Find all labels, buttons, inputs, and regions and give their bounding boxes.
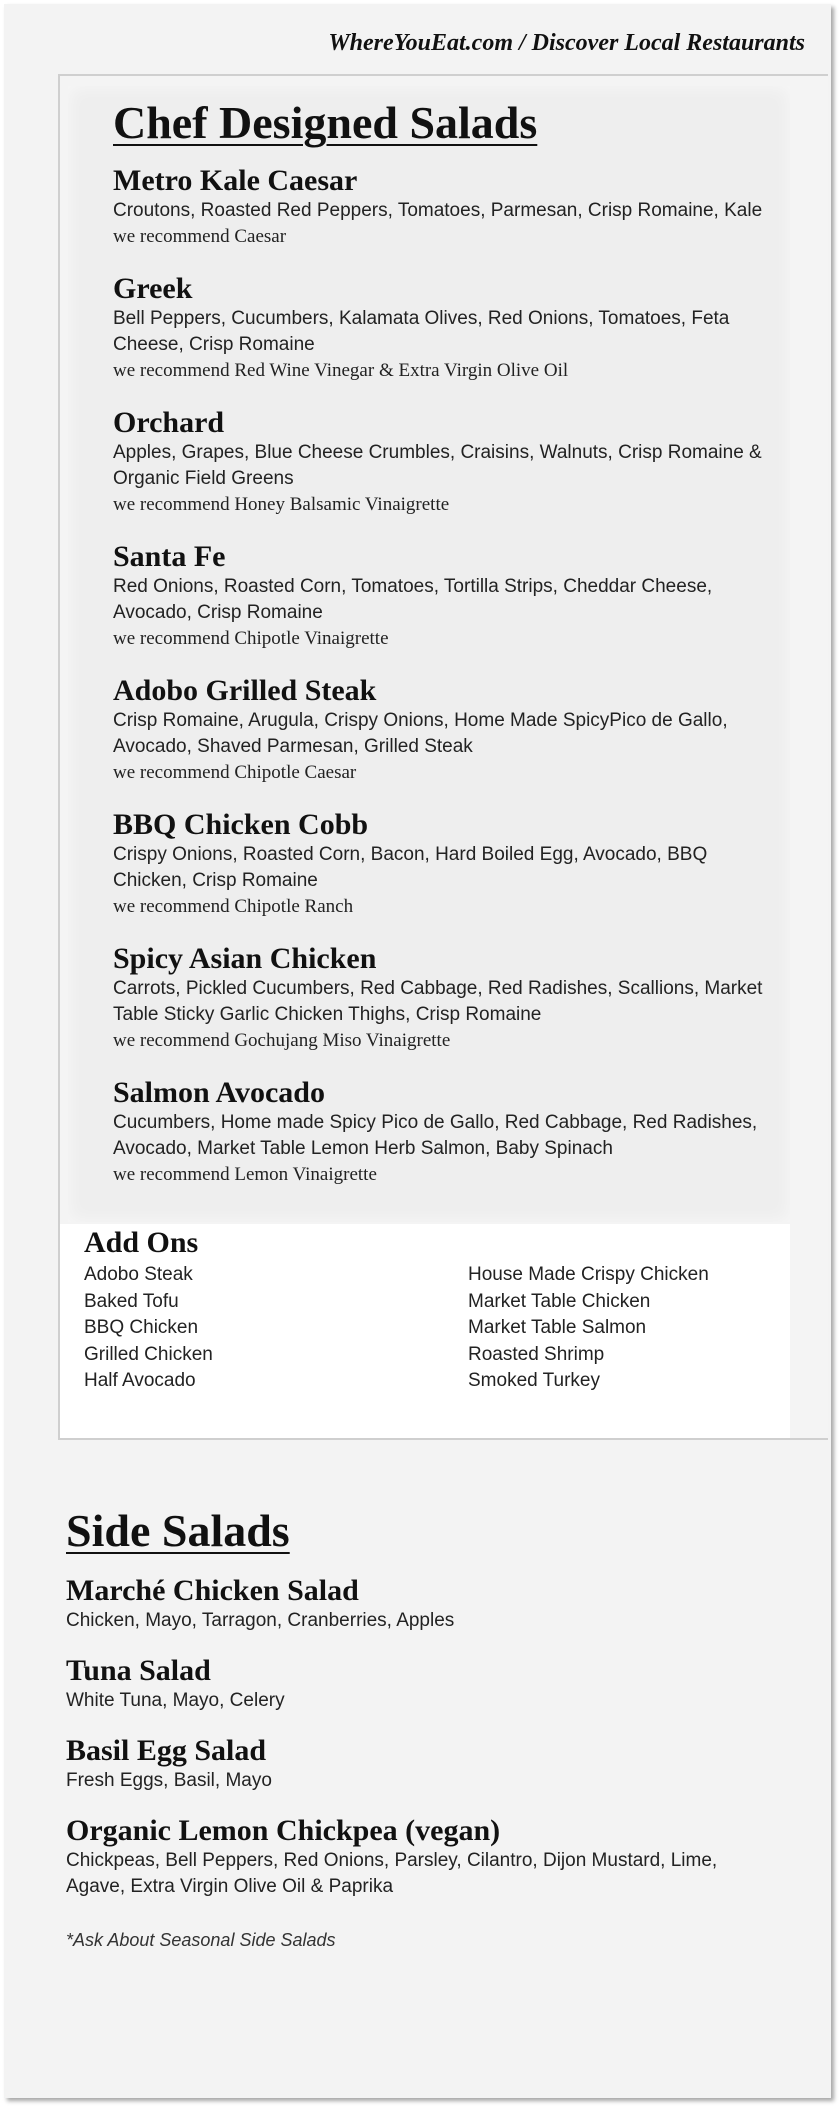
item-recommendation: we recommend Caesar (113, 226, 287, 247)
menu-item (113, 674, 793, 786)
item-recommendation: we recommend Gochujang Miso Vinaigrette (113, 1030, 451, 1051)
item-description: Chickpeas, Bell Peppers, Red Onions, Parsley, Cilantro, Dijon Mustard, Lime, Agave, Extra Virgin Olive Oil & Paprika (66, 1850, 718, 1897)
menu-item (113, 942, 793, 1054)
menu-item (113, 272, 793, 384)
item-recommendation: we recommend Chipotle Ranch (113, 896, 354, 917)
add-on-item: Roasted Shrimp (468, 1343, 605, 1365)
item-description: Croutons, Roasted Red Peppers, Tomatoes, Parmesan, Crisp Romaine, Kale (113, 200, 763, 221)
add-on-item: BBQ Chicken (84, 1317, 199, 1338)
item-name: Adobo Grilled Steak (113, 674, 377, 707)
site-header[interactable]: WhereYouEat.com / Discover Local Restaurants (328, 30, 805, 56)
menu-item (113, 808, 793, 920)
add-on-item: Baked Tofu (84, 1290, 179, 1312)
item-recommendation: we recommend Red Wine Vinegar & Extra Virgin Olive Oil (113, 360, 569, 381)
item-description: Crispy Onions, Roasted Corn, Bacon, Hard Boiled Egg, Avocado, BBQ Chicken, Crisp Romaine (113, 844, 708, 891)
side-salads-list (66, 1574, 806, 1920)
item-description: Carrots, Pickled Cucumbers, Red Cabbage, Red Radishes, Scallions, Market Table Sticky Garlic Chicken Thighs, Crisp Romaine (113, 978, 763, 1025)
seasonal-note: *Ask About Seasonal Side Salads (66, 1930, 336, 1950)
side-salad-item (66, 1654, 806, 1714)
item-description: Chicken, Mayo, Tarragon, Cranberries, Apples (66, 1610, 455, 1631)
chef-salads-list (113, 164, 793, 1210)
menu-item (113, 540, 793, 652)
item-name: Basil Egg Salad (66, 1734, 267, 1767)
item-recommendation: we recommend Honey Balsamic Vinaigrette (113, 494, 450, 515)
add-on-item: House Made Crispy Chicken (468, 1264, 709, 1285)
item-name: Marché Chicken Salad (66, 1574, 359, 1607)
item-name: Greek (113, 272, 193, 305)
menu-item (113, 406, 793, 518)
add-on-item: Market Table Salmon (468, 1317, 647, 1338)
menu-item (113, 164, 793, 250)
side-salads-title: Side Salads (66, 1505, 290, 1556)
item-name: Orchard (113, 406, 225, 439)
add-on-item: Half Avocado (84, 1370, 196, 1391)
add-on-item: Smoked Turkey (468, 1370, 600, 1391)
item-recommendation: we recommend Chipotle Vinaigrette (113, 628, 389, 649)
item-name: Organic Lemon Chickpea (vegan) (66, 1814, 501, 1847)
item-name: Santa Fe (113, 540, 226, 573)
item-description: Red Onions, Roasted Corn, Tomatoes, Tortilla Strips, Cheddar Cheese, Avocado, Crisp Romaine (113, 576, 713, 623)
item-name: Salmon Avocado (113, 1076, 325, 1109)
side-salad-item (66, 1734, 806, 1794)
add-ons-title: Add Ons (84, 1226, 199, 1259)
side-salad-item (66, 1574, 806, 1634)
item-description: White Tuna, Mayo, Celery (66, 1690, 285, 1711)
item-name: BBQ Chicken Cobb (113, 808, 369, 841)
item-recommendation: we recommend Chipotle Caesar (113, 762, 357, 783)
add-on-item: Market Table Chicken (468, 1290, 651, 1312)
item-description: Bell Peppers, Cucumbers, Kalamata Olives, Red Onions, Tomatoes, Feta Cheese, Crisp Romaine (113, 308, 730, 355)
add-on-item: Adobo Steak (84, 1264, 193, 1285)
add-on-item: Grilled Chicken (84, 1343, 213, 1365)
item-name: Metro Kale Caesar (113, 164, 358, 197)
item-recommendation: we recommend Lemon Vinaigrette (113, 1164, 377, 1185)
side-salad-item (66, 1814, 806, 1900)
chef-salads-title: Chef Designed Salads (113, 97, 538, 148)
item-description: Cucumbers, Home made Spicy Pico de Gallo, Red Cabbage, Red Radishes, Avocado, Market Table Lemon Herb Salmon, Baby Spinach (113, 1112, 758, 1159)
item-name: Tuna Salad (66, 1654, 211, 1687)
item-description: Crisp Romaine, Arugula, Crispy Onions, Home Made SpicyPico de Gallo, Avocado, Shaved Parmesan, Grilled Steak (113, 710, 728, 757)
menu-item (113, 1076, 793, 1188)
add-ons-left-column (84, 1262, 213, 1395)
menu-page (4, 4, 831, 2098)
item-description: Fresh Eggs, Basil, Mayo (66, 1770, 272, 1791)
item-description: Apples, Grapes, Blue Cheese Crumbles, Craisins, Walnuts, Crisp Romaine & Organic Field Greens (113, 442, 762, 489)
item-name: Spicy Asian Chicken (113, 942, 377, 975)
add-ons-right-column (468, 1262, 709, 1395)
